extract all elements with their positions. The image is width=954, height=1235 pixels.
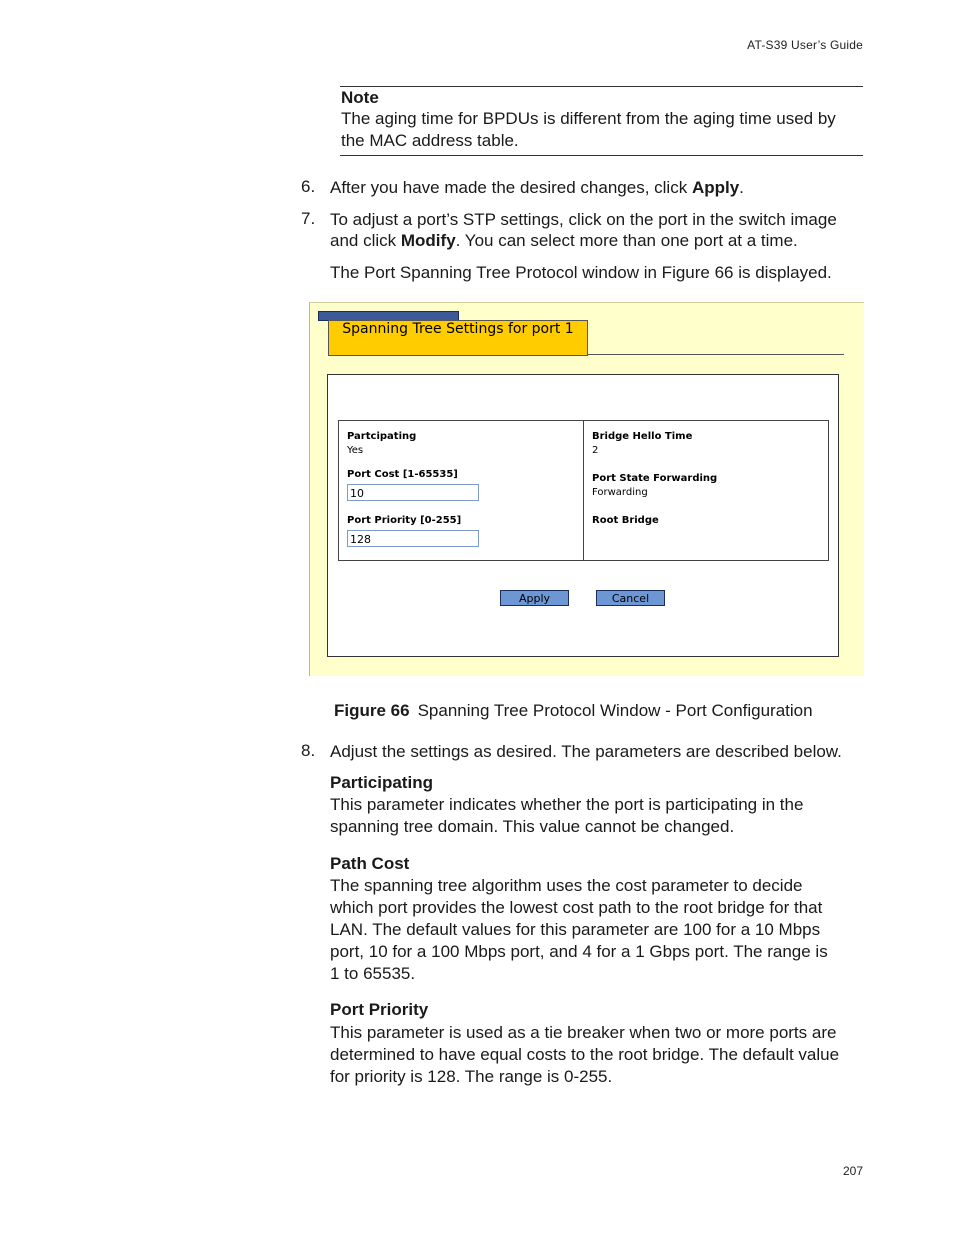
figure-caption-text: Spanning Tree Protocol Window - Port Configuration [417, 701, 813, 720]
page-number: 207 [842, 1164, 863, 1178]
port-priority-input[interactable]: 128 [347, 530, 479, 547]
step-7-followup: The Port Spanning Tree Protocol window in Figure 66 is displayed. [330, 263, 832, 282]
step-6-text: After you have made the desired changes, click Apply. [330, 178, 744, 197]
figure-title-rule [587, 354, 844, 355]
cancel-button[interactable]: Cancel [596, 590, 665, 606]
port-state-value: Forwarding [592, 487, 648, 498]
step-8-text: Adjust the settings as desired. The parameters are described below. [330, 742, 842, 761]
param-heading-participating: Participating [330, 773, 433, 792]
participating-label: Partcipating [347, 431, 417, 442]
port-cost-label: Port Cost [1-65535] [347, 469, 458, 480]
param-text-path-cost: The spanning tree algorithm uses the cost parameter to decide which port provides the lowest cost path to the root bridge for that LAN. The default values for this parameter are 100 for a 10 Mbps port, 10 for a 100 Mbps port, and 4 for a 1 Gbps port. The range is 1 to 65535. [330, 876, 828, 983]
participating-value: Yes [347, 445, 364, 456]
param-heading-path-cost: Path Cost [330, 854, 410, 873]
apply-button[interactable]: Apply [500, 590, 569, 606]
running-header: AT-S39 User’s Guide [747, 38, 863, 52]
param-heading-port-priority: Port Priority [330, 1000, 429, 1019]
figure-caption [334, 701, 813, 721]
figure-settings-title: Spanning Tree Settings for port 1 [328, 320, 588, 356]
figure-number: Figure 66 [334, 701, 410, 720]
bridge-hello-time-label: Bridge Hello Time [592, 431, 693, 442]
step-8-number: 8. [301, 741, 316, 760]
note-heading: Note [341, 88, 379, 107]
step-7-text: To adjust a port’s STP settings, click on the port in the switch image and click Modify. You can select more than one port at a time. [330, 210, 837, 250]
port-cost-input[interactable]: 10 [347, 484, 479, 501]
port-state-label: Port State Forwarding [592, 473, 718, 484]
bridge-hello-time-value: 2 [592, 445, 599, 456]
param-text-port-priority: This parameter is used as a tie breaker when two or more ports are determined to have equal costs to the root bridge. The default value for priority is 128. The range is 0-255. [330, 1023, 840, 1086]
root-bridge-label: Root Bridge [592, 515, 659, 526]
figure-table-divider [583, 420, 584, 560]
step-7-number: 7. [301, 209, 316, 228]
param-text-participating: This parameter indicates whether the port is participating in the spanning tree domain. This value cannot be changed. [330, 795, 804, 836]
note-text: The aging time for BPDUs is different from the aging time used by the MAC address table. [341, 109, 836, 150]
step-6-number: 6. [301, 177, 316, 196]
port-priority-label: Port Priority [0-255] [347, 515, 462, 526]
